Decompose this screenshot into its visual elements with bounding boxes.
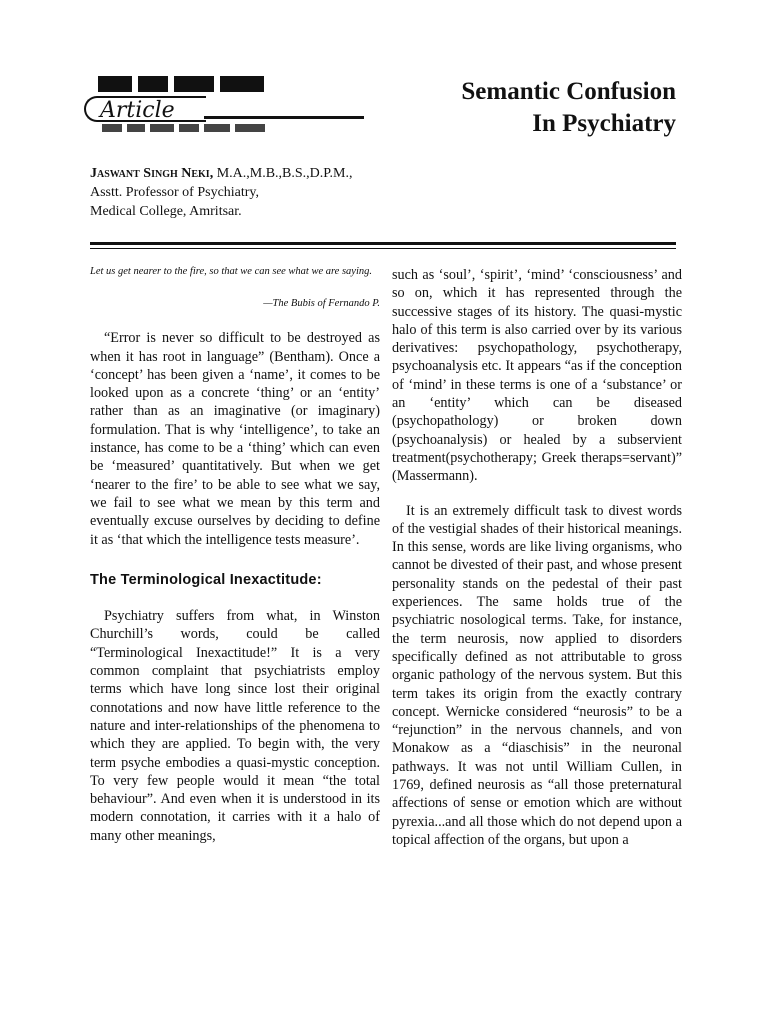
logo-top-band: [98, 76, 268, 94]
article-logo: [84, 76, 284, 136]
right-paragraph-1: such as ‘soul’, ‘spirit’, ‘mind’ ‘consciousness’ and so on, which it has represented through the successive stages of its history. The quasi-mystic halo of this term is also carried over by its various derivatives: psychopathology, psychotherapy, psychoanalysis etc. It appears “as if the conception of ‘mind’ in these terms is one of a ‘substance’ or an ‘entity’ which can be diseased (psychopathology) or broken down (psychoanalysis) or healed by a subservient treatment(psychotherapy; Greek theraps=servant)” (Massermann).: [392, 267, 682, 485]
title-line-1: Semantic Confusion: [461, 78, 676, 105]
author-position: Asstt. Professor of Psychiatry,: [90, 185, 260, 200]
header-rule-thin: [90, 248, 676, 249]
header-rule-thick: [90, 242, 676, 245]
author-degrees: M.A.,M.B.,B.S.,D.P.M.,: [213, 166, 353, 181]
left-paragraph-2: Psychiatry suffers from what, in Winston Churchill’s words, could be called “Terminological Inexactitude!” It is a very common complaint that psychiatrists employ terms which have long since lost their original connotations and now have little reference to the nature and inter-relationships of the phenomena to which they are applied. To begin with, the very term psyche embodies a quasi-mystic conception. To very few people would it mean “the total behaviour”. And even when it is understood in its modern connotation, it carries with it a halo of many other meanings,: [90, 608, 380, 844]
left-paragraph-1: “Error is never so difficult to be destroyed as when it has root in language” (Bentham). Once a ‘concept’ has been given a ‘name’, it comes to be looked upon as a concrete ‘thing’ or an ‘entity’ rather than as an imaginative (or imaginary) formulation. That is why ‘intelligence’, to take an instance, has come to be a ‘thing’ which can even be ‘measured’ quantitatively. But when we get ‘nearer to the fire’ to be able to see what we say, we fail to see what we mean by this term and eventually excuse ourselves by deciding to define it as ‘that which the intelligence tests measure’.: [90, 330, 380, 548]
logo-underline: [204, 116, 364, 119]
logo-word: Article: [84, 96, 206, 122]
section-heading: The Terminological Inexactitude:: [90, 571, 322, 588]
author-institution: Medical College, Amritsar.: [90, 204, 242, 219]
right-column: [392, 266, 682, 849]
epigraph-source: —The Bubis of Fernando P.: [263, 298, 380, 309]
epigraph-text: Let us get nearer to the fire, so that we can see what we are saying.: [90, 266, 373, 277]
left-column: [90, 264, 380, 845]
article-title: [461, 76, 676, 140]
title-line-2: In Psychiatry: [532, 110, 676, 137]
logo-bottom-band: [102, 124, 272, 136]
right-paragraph-2: It is an extremely difficult task to divest words of the vestigial shades of their historical meanings. In this sense, words are like living organisms, who cannot be divested of their past, and whose present personality stands on the pedestal of their past experiences. The same holds true of the psychiatric nosological terms. Take, for instance, the term neurosis, now applied to disorders specifically defined as not attributable to gross organic pathology of the nervous system. But this term takes its origin from the exactly contrary concept. Wernicke considered “neurosis” to be a “rejunction” in the nervous channels, and von Monakow as a “diaschisis” in the neuronal pathways. It was not until William Cullen, in 1769, defined neurosis as “all those preternatural affections of sense or emotion which are without pyrexia...and all those which do not depend upon a topical affection of the organs, but upon a: [392, 502, 682, 848]
author-name: Jaswant Singh Neki,: [90, 166, 214, 181]
author-byline: [90, 164, 352, 221]
